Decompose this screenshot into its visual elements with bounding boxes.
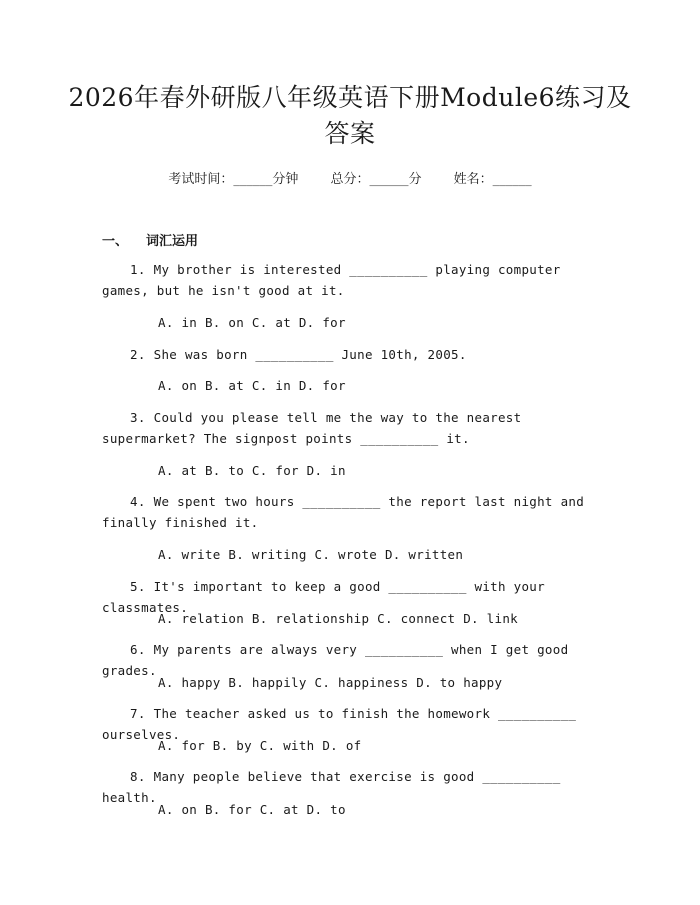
question-text: Many people believe that exercise is good __________ health.	[102, 769, 561, 805]
question-text: It's important to keep a good __________ with your classmates.	[102, 579, 545, 615]
question-4-options: A. write B. writing C. wrote D. written	[158, 547, 464, 562]
student-name: 姓名：______	[453, 172, 532, 187]
question-number: 3.	[130, 410, 146, 425]
question-5-options: A. relation B. relationship C. connect D. link	[158, 611, 518, 626]
section-heading	[102, 230, 198, 249]
question-4	[102, 491, 602, 533]
question-2-options: A. on B. at C. in D. for	[158, 378, 346, 393]
question-number: 1.	[130, 262, 146, 277]
document-title: 2026年春外研版八年级英语下册Module6练习及答案	[68, 83, 632, 148]
question-3	[102, 407, 602, 449]
question-text: My parents are always very __________ when I get good grades.	[102, 642, 569, 678]
question-number: 5.	[130, 579, 146, 594]
question-8-options: A. on B. for C. at D. to	[158, 802, 346, 817]
question-7-options: A. for B. by C. with D. of	[158, 738, 362, 753]
question-number: 8.	[130, 769, 146, 784]
question-1	[102, 259, 602, 301]
question-text: The teacher asked us to finish the homework __________ ourselves.	[102, 706, 577, 742]
section-number: 一、	[102, 234, 129, 249]
question-1-options: A. in B. on C. at D. for	[158, 315, 346, 330]
section-title: 词汇运用	[146, 234, 199, 249]
question-3-options: A. at B. to C. for D. in	[158, 463, 346, 478]
question-number: 2.	[130, 347, 146, 362]
question-6-options: A. happy B. happily C. happiness D. to happy	[158, 675, 503, 690]
exam-score: 总分：______分	[330, 172, 422, 187]
question-number: 4.	[130, 494, 146, 509]
question-number: 7.	[130, 706, 146, 721]
question-2	[102, 344, 602, 365]
question-number: 6.	[130, 642, 146, 657]
question-text: She was born __________ June 10th, 2005.	[153, 347, 467, 362]
question-text: Could you please tell me the way to the nearest supermarket? The signpost points __________ it.	[102, 410, 522, 446]
exam-time: 考试时间：______分钟	[168, 172, 299, 187]
exam-meta	[0, 168, 700, 187]
question-text: My brother is interested __________ playing computer games, but he isn't good at it.	[102, 262, 561, 298]
question-text: We spent two hours __________ the report last night and finally finished it.	[102, 494, 585, 530]
